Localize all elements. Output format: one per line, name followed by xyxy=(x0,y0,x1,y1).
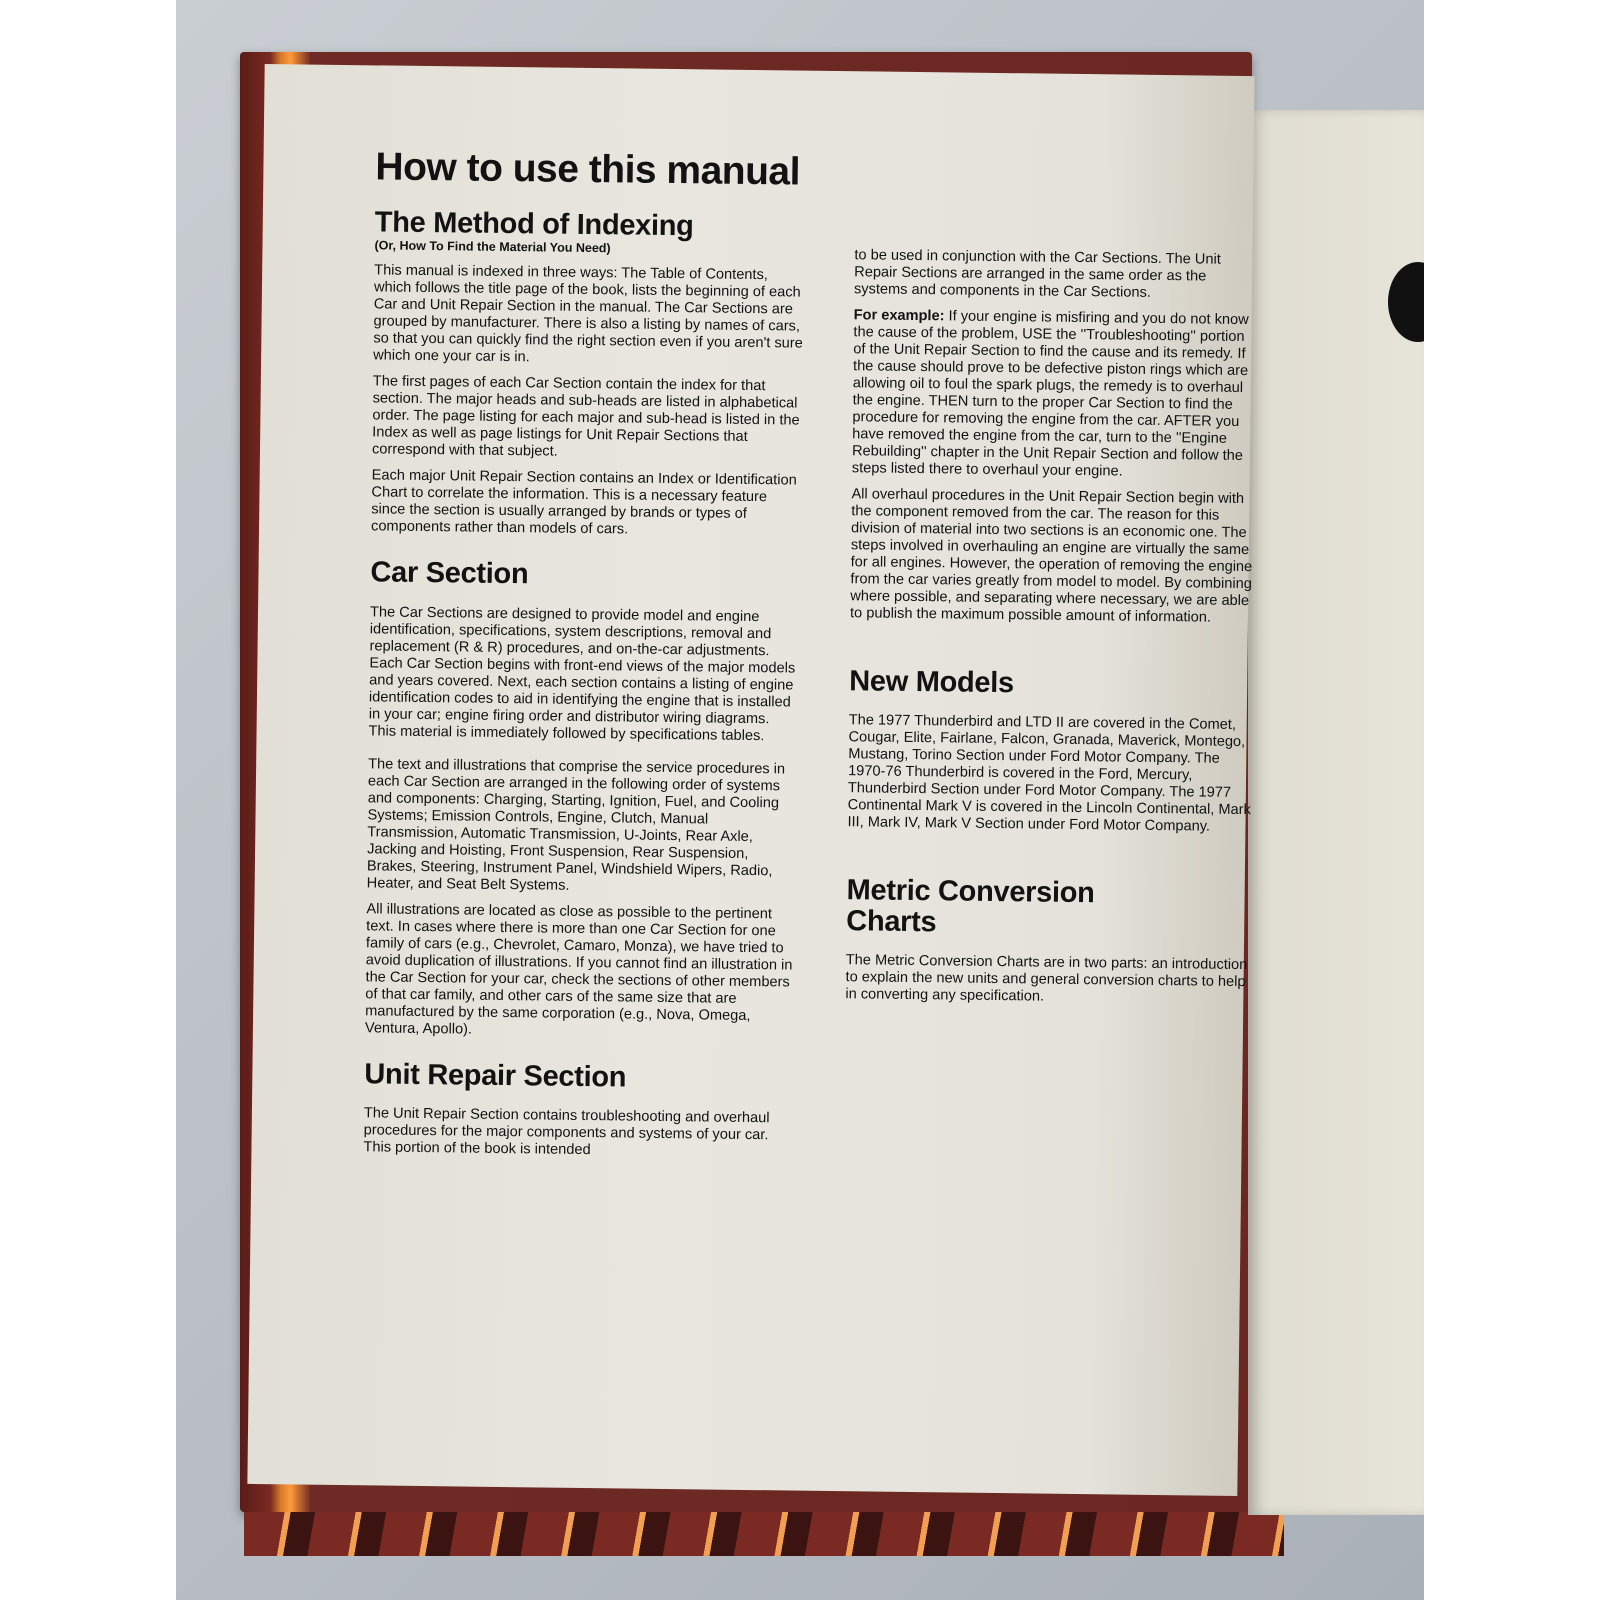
indexing-paragraph-3: Each major Unit Repair Section contains an Index or Identification Chart to correlate the information. This is a necessary feature since the section is usually arranged by brands or types of components rather than models of cars. xyxy=(370,467,797,538)
page-title: How to use this manual xyxy=(375,145,801,194)
new-models-heading: New Models xyxy=(849,665,1014,700)
car-section-heading: Car Section xyxy=(370,556,529,591)
unit-repair-example xyxy=(852,307,1259,482)
unit-repair-paragraph-1-continued: to be used in conjunction with the Car Sections. The Unit Repair Sections are arranged in the same order as the systems and components in the Car Sections. xyxy=(853,247,1221,301)
indexing-subheading: (Or, How To Find the Material You Need) xyxy=(374,238,611,256)
right-column xyxy=(845,247,1259,1017)
example-text: If your engine is misfiring and you do not know the cause of the problem, USE the ''Troubleshooting'' portion of the Unit Repair Section to find the cause and its remedy. If the cause should prove to be defective piston rings which are allowing oil to foul the spark plugs, the remedy is to overhaul the engine. THEN turn to the proper Car Section to find the procedure for removing the engine from the car. AFTER you have removed the engine from the car, turn to the ''Engine Rebuilding'' chapter in the Unit Repair Section and follow the steps listed there to overhaul your engine. xyxy=(851,308,1249,480)
car-section-paragraph-2: The text and illustrations that comprise the service procedures in each Car Section are arranged in the following order of systems and components: Charging, Starting, Ignition, Fuel, and Cooling Systems; Emission Controls, Engine, Clutch, Manual Transmission, Automatic Transmission, U-Joints, Rear Axle, Jacking and Hoisting, Front Suspension, Rear Suspension, Brakes, Steering, Instrument Panel, Windshield Wipers, Radio, Heater, and Seat Belt Systems. xyxy=(366,756,786,894)
photo-background xyxy=(176,0,1424,1600)
manual-page xyxy=(247,64,1254,1496)
example-lead: For example: xyxy=(853,307,945,325)
car-section-paragraph-1: The Car Sections are designed to provide model and engine identification, specifications, system descriptions, removal and replacement (R & R) procedures, and on-the-car adjustments. Each Car Section begins with front-end views of the major models and years covered. Next, each section contains a listing of engine identification codes to aid in identifying the engine that is installed in your car; engine firing order and distributor wiring diagrams. This material is immediately followed by specifications tables. xyxy=(368,604,796,745)
cover-pattern-strip xyxy=(244,1512,1284,1556)
indexing-paragraph-2: The first pages of each Car Section contain the index for that section. The major heads and sub-heads are listed in alphabetical order. The page listing for each major and sub-head is listed in the Index as well as page listings for Unit Repair Sections that correspond with that subject. xyxy=(371,373,800,461)
new-models-paragraph: The 1977 Thunderbird and LTD II are covered in the Comet, Cougar, Elite, Fairlane, Falcon, Granada, Maverick, Montego, Mustang, Torino Section under Ford Motor Company. The 1970-76 Thunderbird is covered in the Ford, Mercury, Thunderbird Section under Ford Motor Company. The 1977 Continental Mark V is covered in the Lincoln Continental, Mark III, Mark IV, Mark V Section under Ford Motor Company. xyxy=(847,712,1251,836)
left-column xyxy=(363,145,805,1170)
metric-paragraph: The Metric Conversion Charts are in two parts: an introduction to explain the new units and general conversion charts to help in converting any specification. xyxy=(845,952,1248,1005)
indexing-heading: The Method of Indexing xyxy=(374,206,694,243)
metric-heading-line-2: Charts xyxy=(846,905,937,939)
indexing-paragraph-1: This manual is indexed in three ways: The Table of Contents, which follows the title page of the book, lists the beginning of each Car and Unit Repair Section in the manual. The Car Sections are grouped by manufacturer. There is also a listing by names of cars, so that you can quickly find the right section even if you aren't sure which one your car is in. xyxy=(373,262,803,366)
metric-heading-line-1: Metric Conversion xyxy=(846,874,1095,910)
unit-repair-paragraph-3: All overhaul procedures in the Unit Repair Section begin with the component removed from the car. The reason for this division of material into two sections is an economic one. The steps involved in overhauling an engine are virtually the same for all engines. However, the operation of removing the engine from the car varies greatly from model to model. By combining where possible, and separating where necessary, we are able to publish the maximum possible amount of information. xyxy=(849,486,1253,626)
car-section-paragraph-3: All illustrations are located as close as possible to the pertinent text. In cases where there is more than one Car Section for one family of cars (e.g., Chevrolet, Camaro, Monza), we have tried to avoid duplication of illustrations. If you cannot find an illustration in the Car Section for your car, check the sections of other members of that car family, and other cars of the same size that are manufactured by the same corporation (e.g., Nova, Omega, Ventura, Apollo). xyxy=(364,901,793,1038)
unit-repair-heading: Unit Repair Section xyxy=(364,1058,627,1094)
unit-repair-paragraph-1: The Unit Repair Section contains troubleshooting and overhaul procedures for the major components and systems of your car. This portion of the book is intended xyxy=(363,1105,770,1159)
